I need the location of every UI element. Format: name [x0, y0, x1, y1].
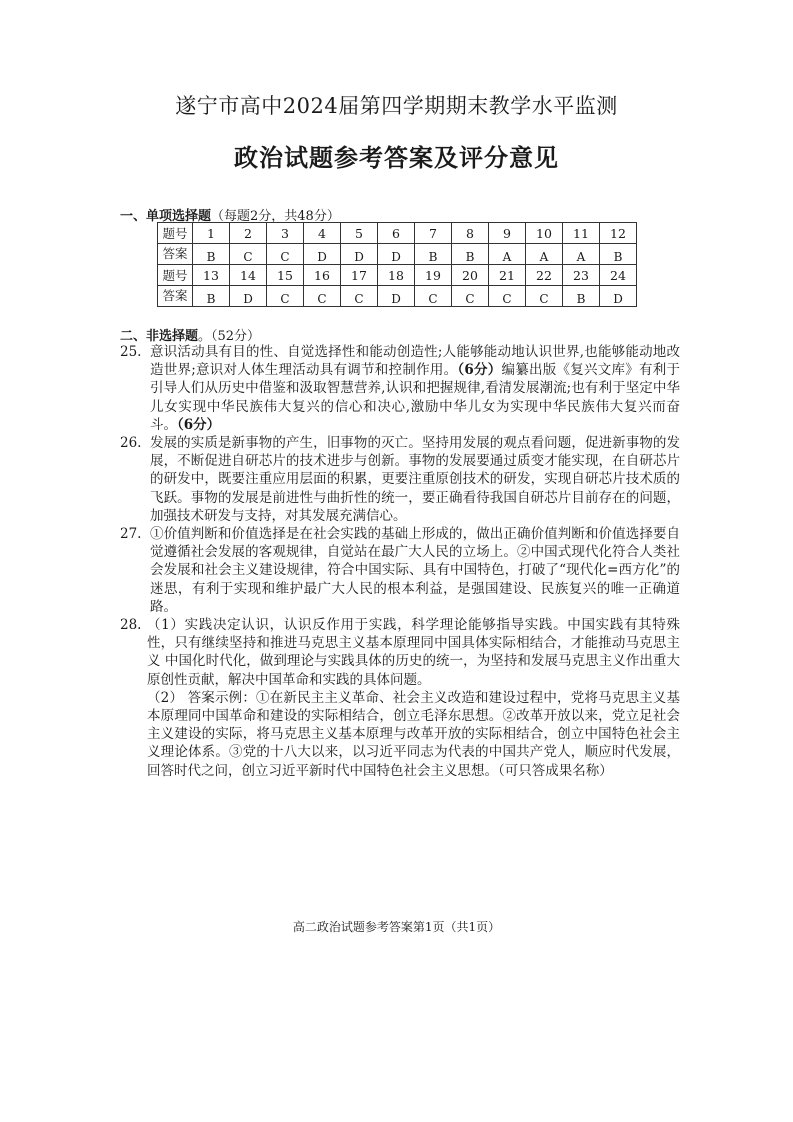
question-number: 28. [120, 617, 142, 633]
question-number: 27. [120, 526, 142, 542]
answer-cell: C [489, 286, 526, 307]
answer-part-2: （2） 答案示例：①在新民主主义革命、社会主义改造和建设过程中，党将马克思主义基本原理同中国革命和建设的实际相结合，创立毛泽东思想。②改革开放以来，党立足社会主义建设的实际，将马克思主义基本原理与改革开放的实际相结合，创立中国特色社会主义理论体系。③党的十八大以来，以习近平同志为代表的中国共产党人，顺应时代发展，回答时代之问，创立习近平新时代中国特色社会主义思想。（可只答成果名称） [147, 689, 680, 779]
section1-note: （每题2分，共48分） [211, 209, 340, 224]
question-number-cell: 23 [563, 265, 600, 286]
question-number: 26. [120, 435, 142, 451]
answer-cell: A [563, 244, 600, 265]
question-number-cell: 1 [193, 223, 230, 244]
answer-cell: D [230, 286, 267, 307]
answer-cell: B [193, 244, 230, 265]
question-28 [120, 616, 680, 780]
question-number-cell: 18 [378, 265, 415, 286]
answer-text: 发展的实质是新事物的产生，旧事物的灭亡。坚持用发展的观点看问题，促进新事物的发展，不断促进自研芯片的技术进步与创新。事物的发展要通过质变才能实现，在自研芯片的研发中，既要注重应用层面的积累，更要注重原创技术的研发，实现自研芯片技术质的飞跃。事物的发展是前进性与曲折性的统一，要正确看待我国自研芯片目前存在的问题，加强技术研发与支持，对其发展充满信心。 [150, 435, 680, 524]
section2-label: 二、非选择题 [120, 329, 199, 344]
answer-cell: C [341, 286, 378, 307]
answer-cell: A [526, 244, 563, 265]
question-number-cell: 20 [452, 265, 489, 286]
answer-cell: D [600, 286, 637, 307]
answer-cell: B [415, 244, 452, 265]
question-number-cell: 15 [267, 265, 304, 286]
answer-row [158, 244, 637, 265]
document-subtitle: 政治试题参考答案及评分意见 [234, 143, 559, 172]
answer-cell: C [267, 244, 304, 265]
question-number-cell: 24 [600, 265, 637, 286]
answer-cell: B [563, 286, 600, 307]
answer-cell: D [341, 244, 378, 265]
answer-table [157, 222, 637, 307]
document-title: 遂宁市高中2024届第四学期期末教学水平监测 [175, 94, 618, 118]
row-label-answer: 答案 [158, 286, 193, 307]
answer-text: ①价值判断和价值选择是在社会实践的基础上形成的，做出正确价值判断和价值选择要自觉遵循社会发展的客观规律，自觉站在最广大人民的立场上。②中国式现代化符合人类社会发展和社会主义建设规律，符合中国实际、具有中国特色，打破了“现代化=西方化”的迷思，有利于实现和维护最广大人民的根本利益，是强国建设、民族复兴的唯一正确道路。 [150, 526, 680, 615]
row-label-question: 题号 [158, 265, 193, 286]
answer-cell: D [378, 286, 415, 307]
answer-cell: C [415, 286, 452, 307]
row-label-answer: 答案 [158, 244, 193, 265]
question-number-cell: 14 [230, 265, 267, 286]
question-number-cell: 8 [452, 223, 489, 244]
question-number-cell: 16 [304, 265, 341, 286]
question-number-cell: 2 [230, 223, 267, 244]
answer-row [158, 286, 637, 307]
answer-cell: B [600, 244, 637, 265]
score-label: （6分） [177, 416, 221, 433]
question-27 [120, 525, 680, 616]
question-number-cell: 10 [526, 223, 563, 244]
answer-cell: C [230, 244, 267, 265]
section1-label: 一、单项选择题 [120, 209, 212, 224]
question-26 [120, 434, 680, 525]
answer-cell: D [378, 244, 415, 265]
answer-cell: C [526, 286, 563, 307]
question-number-cell: 22 [526, 265, 563, 286]
question-number-cell: 17 [341, 265, 378, 286]
answer-cell: C [267, 286, 304, 307]
question-number-cell: 9 [489, 223, 526, 244]
answer-part-1: （1）实践决定认识，认识反作用于实践，科学理论能够指导实践。中国实践有其特殊性，只有继续坚持和推进马克思主义基本原理同中国具体实际相结合，才能推动马克思主义 中国化时代化，做到理论与实践具体的历史的统一，为坚持和发展马克思主义作出重大原创性贡献，解决中国革命和实践的具体问题。 [147, 617, 680, 688]
answer-cell: D [304, 244, 341, 265]
score-label: （6分） [457, 362, 502, 379]
answer-cell: C [452, 286, 489, 307]
row-label-question: 题号 [158, 223, 193, 244]
question-25 [120, 343, 680, 434]
answer-cell: C [304, 286, 341, 307]
section2-note: 。（52分） [198, 329, 261, 344]
question-number-cell: 21 [489, 265, 526, 286]
question-number-cell: 13 [193, 265, 230, 286]
answer-cell: B [452, 244, 489, 265]
question-number: 25. [120, 344, 142, 360]
question-number-cell: 3 [267, 223, 304, 244]
question-number-row [158, 265, 637, 286]
answer-text: 编纂出版《复兴文库》有利于引导人们从历史中借鉴和汲取智慧营养,认识和把握规律,看清发展潮流;也有利于坚定中华儿女实现中华民族伟大复兴的信心和决心,激励中华儿女为实现中华民族伟大复兴而奋斗。 [150, 362, 680, 433]
answer-cell: A [489, 244, 526, 265]
question-number-cell: 11 [563, 223, 600, 244]
question-number-cell: 4 [304, 223, 341, 244]
question-number-cell: 5 [341, 223, 378, 244]
question-number-row [158, 223, 637, 244]
page-footer: 高二政治试题参考答案第1页（共1页） [292, 920, 501, 934]
question-number-cell: 7 [415, 223, 452, 244]
answer-text: 意识活动具有目的性、自觉选择性和能动创造性;人能够能动地认识世界,也能够能动地改造世界;意识对人体生理活动具有调节和控制作用。 [150, 344, 680, 379]
question-number-cell: 6 [378, 223, 415, 244]
section2-heading [120, 325, 260, 344]
question-number-cell: 19 [415, 265, 452, 286]
answer-cell: B [193, 286, 230, 307]
question-number-cell: 12 [600, 223, 637, 244]
